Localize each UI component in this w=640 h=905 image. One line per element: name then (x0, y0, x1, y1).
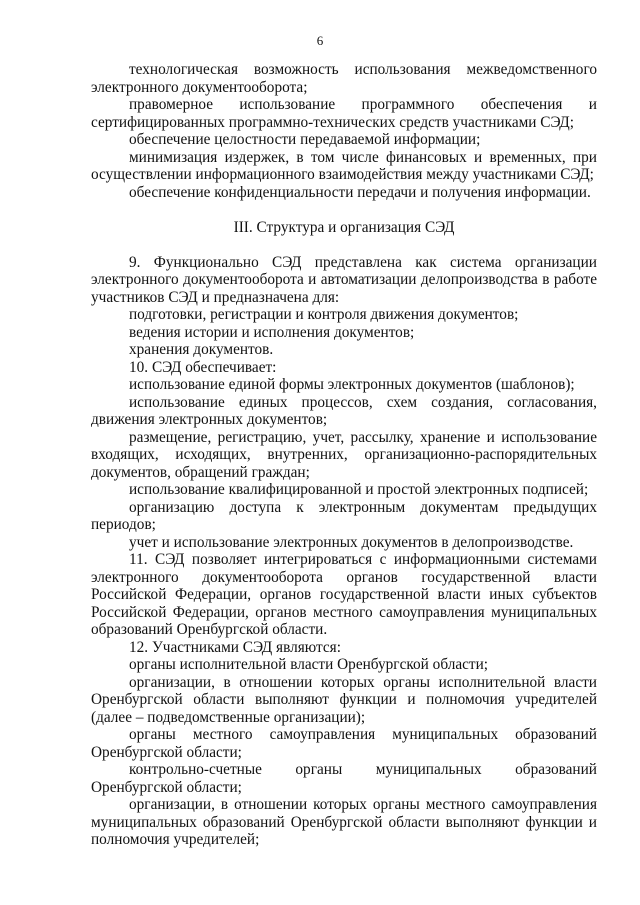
list-item: учет и использование электронных документов в делопроизводстве. (129, 533, 574, 551)
section-heading: III. Структура и организация СЭД (233, 219, 455, 236)
list-item: минимизация издержек, в том числе финансовых и временных, при осуществлении информационного взаимодействия между участниками СЭД; (91, 148, 597, 183)
list-item: технологическая возможность использования межведомственного электронного документооборота; (91, 61, 597, 96)
list-item: использование единых процессов, схем создания, согласования, движения электронных документов; (91, 393, 597, 428)
list-item: обеспечение конфиденциальности передачи и получения информации. (129, 183, 591, 201)
spacer (91, 237, 597, 254)
page-number: 6 (316, 33, 324, 48)
list-item: хранения документов. (129, 341, 274, 358)
list-item: организацию доступа к электронным документам предыдущих периодов; (91, 498, 597, 533)
list-item: контрольно-счетные органы муниципальных образований Оренбургской области; (91, 761, 597, 796)
list-item: использование единой формы электронных документов (шаблонов); (129, 376, 575, 393)
clause-10: 10. СЭД обеспечивает: (129, 358, 277, 376)
spacer (91, 201, 597, 219)
clause-11: 11. СЭД позволяет интегрироваться с информационными системами электронного документооборота органов государственной власти Российской Федерации, органов государственной власти иных субъектов Российской Федерации, органов местного самоуправления муниципальных образований Оренбургской области. (91, 551, 597, 638)
list-item: размещение, регистрацию, учет, рассылку, хранение и использование входящих, исходящих, внутренних, организационно-распорядительных документов, обращений граждан; (91, 428, 597, 481)
list-item: ведения истории и исполнения документов; (129, 323, 415, 341)
list-item: использование квалифицированной и простой электронных подписей; (129, 481, 589, 498)
list-item: органы местного самоуправления муниципальных образований Оренбургской области; (91, 726, 597, 761)
list-item: органы исполнительной власти Оренбургской области; (129, 656, 489, 673)
list-item: правомерное использование программного обеспечения и сертифицированных программно-технических средств участниками СЭД; (91, 96, 597, 131)
list-item: подготовки, регистрации и контроля движения документов; (129, 306, 519, 323)
list-item: обеспечение целостности передаваемой информации; (129, 131, 481, 148)
document-body (91, 61, 597, 849)
clause-12: 12. Участниками СЭД являются: (129, 638, 341, 656)
clause-9: 9. Функционально СЭД представлена как система организации электронного документооборота и автоматизации делопроизводства в работе участников СЭД и предназначена для: (91, 253, 597, 306)
list-item: организации, в отношении которых органы местного самоуправления муниципальных образований Оренбургской области выполняют функции и полномочия учредителей; (91, 796, 597, 848)
list-item: организации, в отношении которых органы исполнительной власти Оренбургской области выполняют функции и полномочия учредителей (далее – подведомственные организации); (91, 673, 597, 726)
